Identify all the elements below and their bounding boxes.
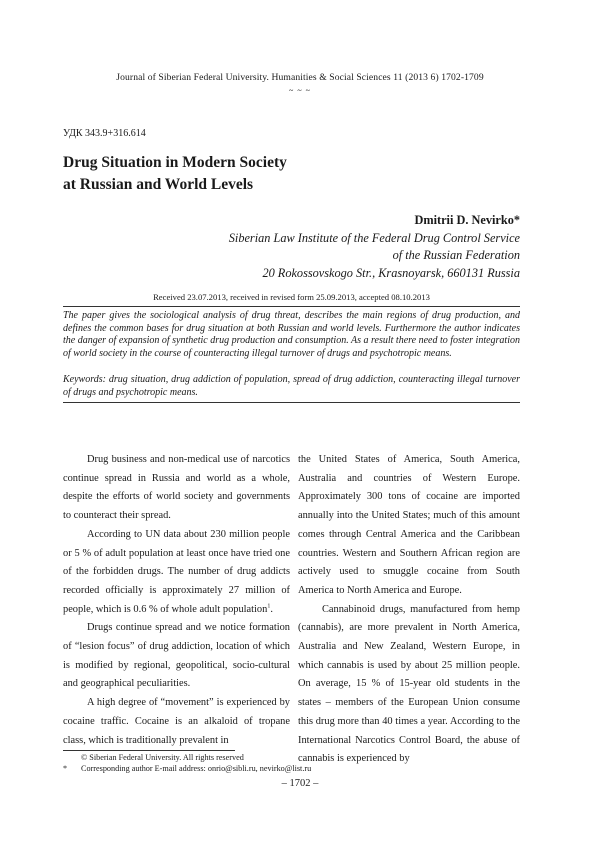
title-line-1: Drug Situation in Modern Society	[63, 154, 287, 171]
paragraph: Drugs continue spread and we notice formation of “lesion focus” of drug addiction, location of which is modified by regional, geopolitical, socio-cultural and geographical peculiarities.	[63, 622, 290, 690]
corresponding-text: Corresponding author E-mail address: onrio@sibli.ru, nevirko@list.ru	[81, 764, 312, 773]
paragraph: A high degree of “movement” is experienced by cocaine traffic. Cocaine is an alkaloid of tropane class, which is traditionally prevalent in	[63, 697, 290, 746]
paragraph: Cannabinoid drugs, manufactured from hemp (cannabis), are more prevalent in North America, Australia and New Zealand, Western Europe, in which cannabis is used by about 25 million people. On average, 15 % of 15-year old students in the states – members of the European Union consume this drug more than 40 times a year. According to the International Narcotics Control Board, the abuse of cannabis is experienced by	[298, 603, 520, 765]
copyright-note	[63, 752, 523, 763]
received-dates: Received 23.07.2013, received in revised form 25.09.2013, accepted 08.10.2013	[153, 292, 430, 302]
header-ornament: ~ ~ ~	[289, 86, 311, 95]
paragraph-text: According to UN data about 230 million people or 5 % of adult population at least once have tried one of the forbidden drugs. The number of drug addicts recorded officially is approximately 27 million of people, which is 0.6 % of whole adult population	[63, 528, 290, 615]
article-title	[63, 152, 533, 196]
author-name: Dmitrii D. Nevirko*	[414, 213, 520, 227]
abstract-bottom-rule	[63, 402, 520, 403]
page-number: – 1702 –	[281, 778, 319, 789]
affiliation-line-2: of the Russian Federation	[392, 248, 520, 262]
paragraph	[63, 526, 290, 620]
paragraph: the United States of America, South America, Australia and countries of Western Europe. Approximately 300 tons of cocaine are imported annually into the United States; much of this amount comes through Central America and the Caribbean countries. Western and Southern African region are actively used to smuggle cocaine from South America to North America and Europe.	[298, 454, 520, 596]
body-column-right	[298, 451, 520, 769]
title-line-2: at Russian and World Levels	[63, 176, 254, 193]
footnote-star: *	[63, 764, 68, 773]
author-block	[229, 212, 520, 282]
abstract: The paper gives the sociological analysis of drug threat, describes the main regions of drug production, and defines the common bases for drug situation at both Russian and world levels. Furthermore the author indicates the danger of expansion of synthetic drug production and consumption. As a result there need to foster integration of world society in the course of counteracting illegal turnover of drugs and psychotropic means.	[63, 310, 520, 359]
affiliation-line-3: 20 Rokossovskogo Str., Krasnoyarsk, 660131 Russia	[262, 265, 520, 280]
paragraph: Drug business and non-medical use of narcotics continue spread in Russia and world as a whole, despite the efforts of world society and governments to counteract their spread.	[63, 454, 290, 522]
journal-header: Journal of Siberian Federal University. Humanities & Social Sciences 11 (2013 6) 1702-1709	[116, 72, 484, 83]
body-column-left	[63, 451, 290, 750]
affiliation-line-1: Siberian Law Institute of the Federal Drug Control Service	[228, 230, 520, 245]
udc-code: УДК 343.9+316.614	[63, 128, 146, 139]
copyright-text: © Siberian Federal University. All rights reserved	[81, 753, 244, 762]
footnote-ref: 1	[267, 603, 271, 610]
footnote-rule	[63, 750, 235, 751]
footnotes	[63, 752, 523, 774]
corresponding-note	[63, 763, 523, 774]
paragraph-end: .	[270, 603, 273, 615]
keywords: Keywords: drug situation, drug addiction of population, spread of drug addiction, counteracting illegal turnover of drugs and psychotropic means.	[63, 374, 520, 398]
abstract-top-rule	[63, 306, 520, 307]
